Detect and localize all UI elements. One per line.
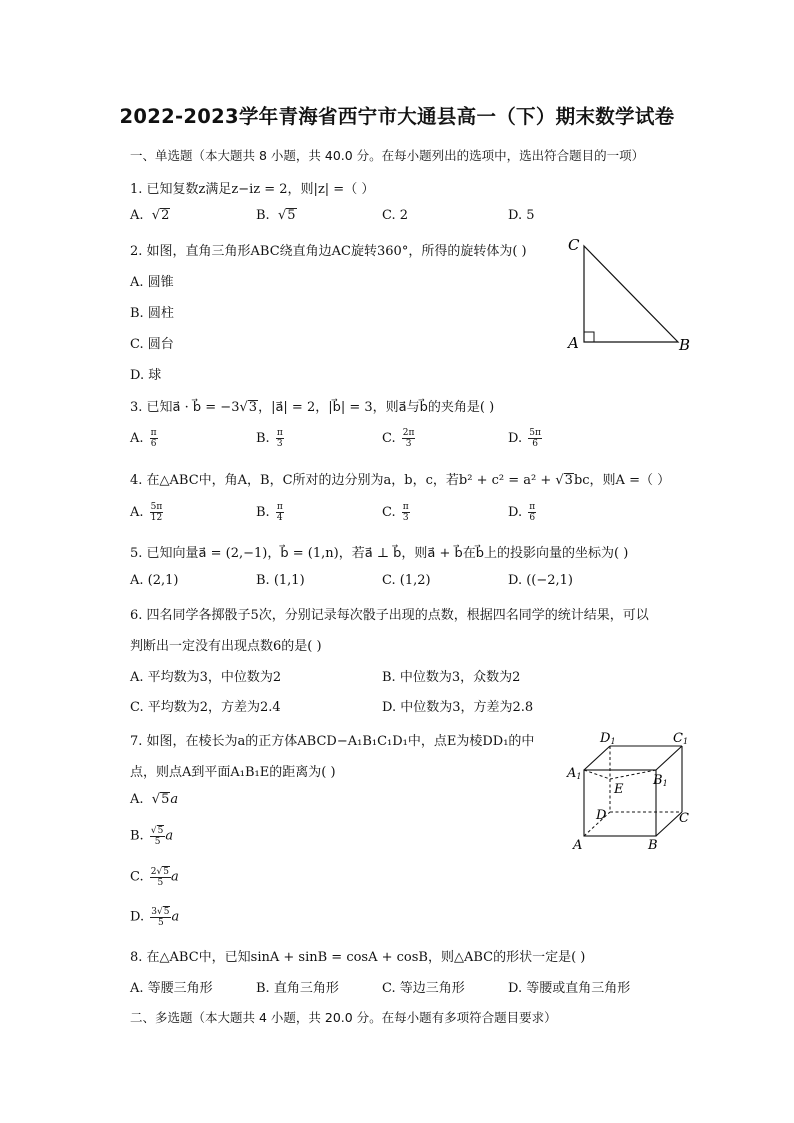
question-6-option-b: B. 中位数为3，众数为2 (382, 670, 521, 685)
fraction: $\frac{\pi}{4}$ (276, 502, 283, 523)
vertex-label-b: B (679, 336, 691, 354)
stem-part: 3. 已知a⃗ · b⃗ = −3 (130, 400, 240, 415)
point-label-e: E (614, 782, 624, 797)
right-triangle-figure (560, 232, 700, 360)
vertex-label-a1: A1 (567, 766, 582, 781)
stem-part: bc，则A =（ ） (573, 473, 671, 488)
question-7-option-c (130, 866, 179, 888)
question-2-option-c: C. 圆台 (130, 337, 174, 352)
vertex-label-a: A (573, 838, 583, 853)
question-8-stem: 8. 在△ABC中，已知sinA + sinB = cosA + cosB，则△ABC的形状一定是( ) (130, 950, 586, 965)
sqrt-sign: √ (555, 473, 564, 488)
option-label: B. (256, 505, 270, 520)
question-3-option-d (508, 428, 542, 449)
variable-a: a (171, 909, 180, 925)
question-5-option-c: C. (1,2) (382, 573, 431, 588)
question-1-option-c: C. 2 (382, 208, 409, 223)
question-2-option-a: A. 圆锥 (130, 275, 174, 290)
question-6-option-d: D. 中位数为3，方差为2.8 (382, 700, 534, 715)
vertex-label-a: A (568, 334, 579, 352)
question-3-stem (130, 396, 494, 415)
question-5-option-a: A. (2,1) (130, 573, 179, 588)
option-label: A. (130, 431, 144, 446)
variable-a: a (165, 828, 174, 844)
question-3-option-c (382, 428, 415, 449)
radicand: 5 (161, 792, 170, 807)
variable-a: a (170, 869, 179, 885)
section-heading-multiple-choice: 二、多选题（本大题共 4 小题，共 20.0 分。在每小题有多项符合题目要求） (130, 1010, 557, 1025)
vertex-label-d1: D1 (600, 731, 616, 746)
question-8-option-d: D. 等腰或直角三角形 (508, 981, 631, 996)
option-label: B. (130, 828, 144, 844)
fraction: $\frac{\pi}{3}$ (276, 428, 283, 449)
vertex-label-c: C (568, 236, 580, 254)
option-label: A. (130, 208, 144, 223)
radicand: 5 (287, 208, 296, 223)
option-label: C. (382, 505, 396, 520)
page-title: 2022-2023学年青海省西宁市大通县高一（下）期末数学试卷 (119, 105, 675, 128)
question-6-option-a: A. 平均数为3，中位数为2 (130, 670, 282, 685)
sqrt-sign: √ (151, 208, 161, 223)
sqrt-sign: √ (239, 400, 248, 415)
question-4-option-c (382, 502, 410, 523)
sqrt-sign: √ (151, 792, 161, 807)
option-label: C. (130, 869, 144, 885)
question-4-option-b (256, 502, 284, 523)
option-label: D. (508, 505, 523, 520)
question-3-option-a (130, 428, 158, 449)
question-2-option-d: D. 球 (130, 368, 162, 383)
question-7-option-d (130, 906, 179, 928)
fraction: $\frac{2√5}{5}$ (150, 867, 169, 888)
question-7-stem-line-1: 7. 如图，在棱长为a的正方体ABCD−A₁B₁C₁D₁中，点E为棱DD₁的中 (130, 734, 535, 749)
fraction: $\frac{2\pi}{3}$ (402, 428, 415, 449)
question-6-option-c: C. 平均数为2，方差为2.4 (130, 700, 281, 715)
question-6-stem-line-2: 判断出一定没有出现点数6的是( ) (130, 639, 322, 654)
question-7-option-b (130, 825, 173, 847)
question-6-stem-line-1: 6. 四名同学各掷骰子5次，分别记录每次骰子出现的点数，根据四名同学的统计结果，可以 (130, 608, 649, 623)
question-1-stem: 1. 已知复数z满足z−iz = 2，则|z| =（ ） (130, 182, 375, 197)
option-label: D. (508, 431, 523, 446)
fraction: $\frac{\pi}{6}$ (529, 502, 536, 523)
option-label: A. (130, 505, 144, 520)
fraction: $\frac{√5}{5}$ (150, 826, 164, 847)
question-4-option-a (130, 502, 163, 523)
question-4-stem (130, 469, 670, 488)
question-5-option-d: D. ((−2,1) (508, 573, 574, 588)
radicand: 3 (248, 400, 258, 415)
variable-a: a (170, 792, 179, 807)
fraction: $\frac{\pi}{6}$ (150, 428, 157, 449)
section-heading-single-choice: 一、单选题（本大题共 8 小题，共 40.0 分。在每小题列出的选项中，选出符合题目的一项） (130, 148, 645, 163)
question-1-option-d: D. 5 (508, 208, 535, 223)
radicand: 3 (564, 473, 573, 488)
question-3-option-b (256, 428, 284, 449)
stem-part: ，|a⃗| = 2，|b⃗| = 3，则a⃗与b⃗的夹角是( ) (258, 400, 495, 415)
cube-figure (560, 726, 700, 856)
question-2-option-b: B. 圆柱 (130, 306, 174, 321)
vertex-label-b1: B1 (653, 773, 668, 788)
vertex-label-c1: C1 (673, 731, 689, 746)
sqrt-sign: √ (277, 208, 287, 223)
fraction: $\frac{\pi}{3}$ (402, 502, 409, 523)
fraction: $\frac{3√5}{5}$ (151, 907, 170, 928)
question-7-stem-line-2: 点，则点A到平面A₁B₁E的距离为( ) (130, 765, 336, 780)
fraction: $\frac{5\pi}{12}$ (150, 502, 163, 523)
question-8-option-a: A. 等腰三角形 (130, 981, 213, 996)
option-label: C. (382, 431, 396, 446)
fraction: $\frac{5\pi}{6}$ (529, 428, 541, 449)
question-2-stem: 2. 如图，直角三角形ABC绕直角边AC旋转360°，所得的旋转体为( ) (130, 244, 527, 259)
radicand: 2 (161, 208, 170, 223)
question-1-option-a (130, 208, 170, 223)
vertex-label-b: B (648, 838, 658, 853)
vertex-label-c: C (679, 811, 689, 826)
question-1-option-b (256, 208, 297, 223)
option-label: D. (130, 909, 145, 925)
option-label: B. (256, 208, 270, 223)
stem-part: 4. 在△ABC中，角A，B，C所对的边分别为a，b，c，若b² + c² = a² + (130, 473, 556, 488)
vertex-label-d: D (596, 808, 607, 823)
question-5-stem: 5. 已知向量a⃗ = (2,−1)，b⃗ = (1,n)，若a⃗ ⊥ b⃗，则a⃗ + b⃗在b⃗上的投影向量的坐标为( ) (130, 546, 629, 561)
question-5-option-b: B. (1,1) (256, 573, 305, 588)
option-label: B. (256, 431, 270, 446)
question-4-option-d (508, 502, 536, 523)
question-7-option-a (130, 792, 178, 807)
option-label: A. (130, 792, 144, 807)
question-8-option-b: B. 直角三角形 (256, 981, 339, 996)
question-8-option-c: C. 等边三角形 (382, 981, 465, 996)
